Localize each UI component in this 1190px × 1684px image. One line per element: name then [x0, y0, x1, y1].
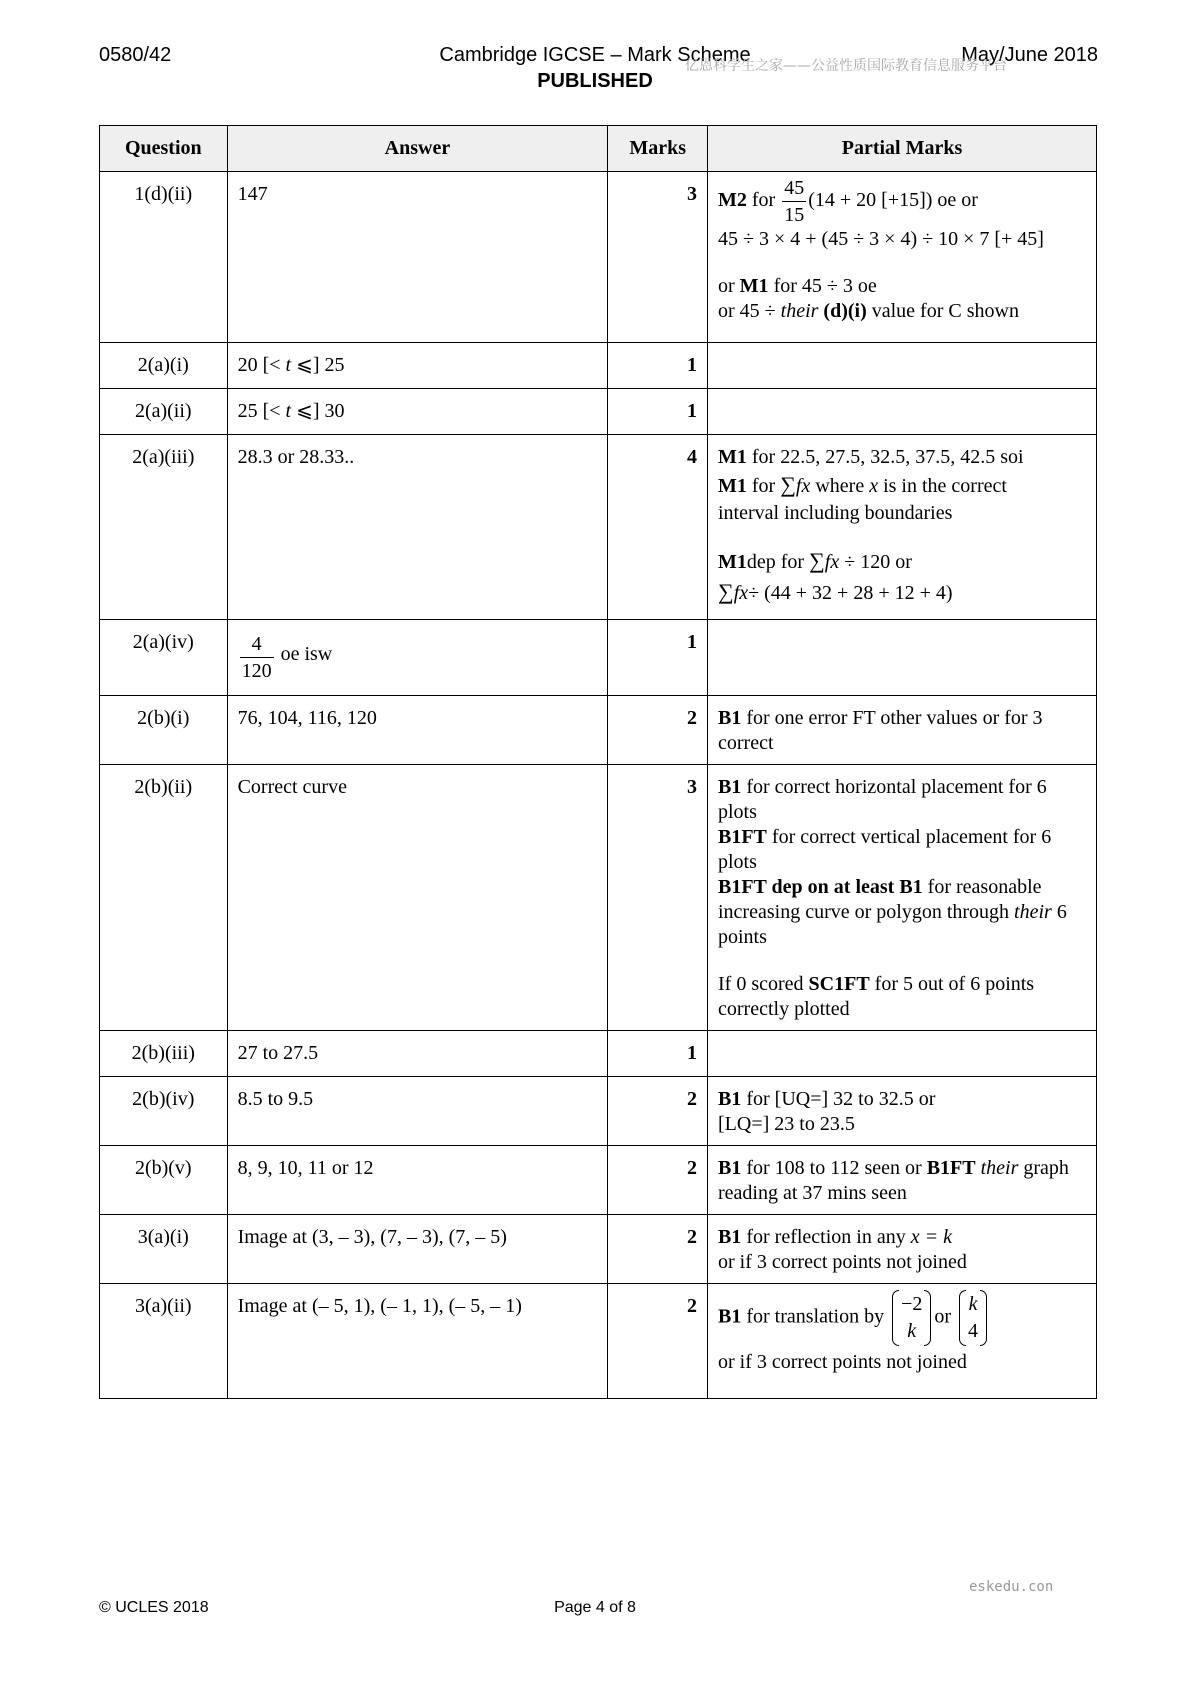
col-question-header: Question	[100, 126, 228, 172]
watermark-text: 亿恩科学生之家——公益性质国际教育信息服务平台	[685, 58, 1007, 74]
marks-cell: 1	[608, 1031, 708, 1077]
partial-marks-cell	[708, 1215, 1097, 1284]
answer-cell: Correct curve	[227, 765, 608, 1031]
answer-cell: Image at (3, – 3), (7, – 3), (7, – 5)	[227, 1215, 608, 1284]
answer-cell: 8, 9, 10, 11 or 12	[227, 1146, 608, 1215]
partial-marks-cell	[708, 620, 1097, 696]
table-row	[100, 620, 1097, 696]
published-label: PUBLISHED	[537, 70, 653, 92]
partial-line: B1FT dep on at least B1 for reasonable increasing curve or polygon through their 6 points	[718, 876, 1067, 948]
table-row	[100, 343, 1097, 389]
partial-marks-cell	[708, 765, 1097, 1031]
table-row	[100, 1031, 1097, 1077]
answer-cell: 20 [< t ⩽] 25	[227, 343, 608, 389]
partial-line: ∑fx÷ (44 + 32 + 28 + 12 + 4)	[718, 579, 953, 604]
marks-cell: 2	[608, 1215, 708, 1284]
partial-marks-cell: B1 for 108 to 112 seen or B1FT their graph reading at 37 mins seen	[708, 1146, 1097, 1215]
partial-line: B1 for reflection in any x = k	[718, 1226, 952, 1248]
partial-line: or 45 ÷ their (d)(i) value for C shown	[718, 300, 1019, 322]
partial-line: B1 for correct horizontal placement for 6 plots	[718, 776, 1047, 823]
marks-cell: 1	[608, 343, 708, 389]
col-answer-header: Answer	[227, 126, 608, 172]
table-row	[100, 1284, 1097, 1399]
question-cell: 2(a)(iii)	[100, 435, 228, 620]
question-cell: 3(a)(i)	[100, 1215, 228, 1284]
fraction: $\frac{45}{15}$	[784, 177, 805, 226]
site-watermark: eskedu.con	[969, 1579, 1054, 1595]
partial-marks-cell: B1 for one error FT other values or for 3 correct	[708, 696, 1097, 765]
partial-line: or M1 for 45 ÷ 3 oe	[718, 275, 877, 297]
table-row	[100, 1146, 1097, 1215]
partial-line: or if 3 correct points not joined	[718, 1351, 967, 1373]
mark-scheme-table	[99, 125, 1097, 1399]
fraction: $\frac{4}{120}$	[241, 633, 272, 682]
answer-cell: $\frac{4}{120}$ oe isw	[227, 620, 608, 696]
question-cell: 2(b)(v)	[100, 1146, 228, 1215]
question-cell: 2(a)(i)	[100, 343, 228, 389]
partial-line: B1 for [UQ=] 32 to 32.5 or	[718, 1088, 936, 1110]
partial-marks-cell	[708, 172, 1097, 343]
table-header-row	[100, 126, 1097, 172]
marks-cell: 3	[608, 172, 708, 343]
answer-cell: 8.5 to 9.5	[227, 1077, 608, 1146]
page-number: Page 4 of 8	[554, 1599, 636, 1616]
question-cell: 2(a)(iv)	[100, 620, 228, 696]
exam-session: May/June 2018	[961, 44, 1098, 66]
table-row	[100, 389, 1097, 435]
marks-cell: 2	[608, 1146, 708, 1215]
marks-cell: 2	[608, 696, 708, 765]
column-vector: −2 k	[892, 1290, 931, 1346]
partial-marks-cell	[708, 1284, 1097, 1399]
answer-cell: 28.3 or 28.33..	[227, 435, 608, 620]
table-row	[100, 435, 1097, 620]
partial-line: or if 3 correct points not joined	[718, 1251, 967, 1273]
marks-cell: 3	[608, 765, 708, 1031]
partial-line: If 0 scored SC1FT for 5 out of 6 points correctly plotted	[718, 973, 1035, 1020]
partial-line: B1 for translation by −2 k or k 4	[718, 1290, 1086, 1346]
marks-cell: 1	[608, 620, 708, 696]
question-cell: 1(d)(ii)	[100, 172, 228, 343]
copyright: © UCLES 2018	[99, 1599, 209, 1616]
table-row	[100, 1077, 1097, 1146]
paper-code: 0580/42	[99, 44, 172, 66]
table-row	[100, 765, 1097, 1031]
table-row	[100, 172, 1097, 343]
question-cell: 2(b)(ii)	[100, 765, 228, 1031]
partial-line: M1dep for ∑fx ÷ 120 or	[718, 548, 912, 573]
partial-marks-cell	[708, 1031, 1097, 1077]
marks-cell: 2	[608, 1284, 708, 1399]
partial-line: B1FT for correct vertical placement for 6 plots	[718, 826, 1052, 873]
partial-line: 45 ÷ 3 × 4 + (45 ÷ 3 × 4) ÷ 10 × 7 [+ 45]	[718, 228, 1044, 250]
answer-cell: 76, 104, 116, 120	[227, 696, 608, 765]
partial-marks-cell	[708, 343, 1097, 389]
question-cell: 2(b)(i)	[100, 696, 228, 765]
question-cell: 3(a)(ii)	[100, 1284, 228, 1399]
question-cell: 2(a)(ii)	[100, 389, 228, 435]
partial-line: M1 for ∑fx where x is in the correct	[718, 472, 1007, 497]
partial-line: [LQ=] 23 to 23.5	[718, 1113, 855, 1135]
col-marks-header: Marks	[608, 126, 708, 172]
answer-cell: 27 to 27.5	[227, 1031, 608, 1077]
answer-cell: 147	[227, 172, 608, 343]
marks-cell: 1	[608, 389, 708, 435]
question-cell: 2(b)(iv)	[100, 1077, 228, 1146]
partial-line: M2 for $\frac{45}{15}$ (14 + 20 [+15]) oe or	[718, 177, 978, 226]
table-row	[100, 1215, 1097, 1284]
table-row	[100, 696, 1097, 765]
answer-cell: Image at (– 5, 1), (– 1, 1), (– 5, – 1)	[227, 1284, 608, 1399]
partial-marks-cell	[708, 1077, 1097, 1146]
marks-cell: 2	[608, 1077, 708, 1146]
col-partial-marks-header: Partial Marks	[708, 126, 1097, 172]
document-title: Cambridge IGCSE – Mark Scheme	[439, 44, 751, 66]
column-vector: k 4	[959, 1290, 987, 1346]
question-cell: 2(b)(iii)	[100, 1031, 228, 1077]
partial-marks-cell	[708, 389, 1097, 435]
partial-line: interval including boundaries	[718, 502, 953, 524]
partial-marks-cell	[708, 435, 1097, 620]
answer-cell: 25 [< t ⩽] 30	[227, 389, 608, 435]
partial-line: M1 for 22.5, 27.5, 32.5, 37.5, 42.5 soi	[718, 446, 1024, 468]
marks-cell: 4	[608, 435, 708, 620]
